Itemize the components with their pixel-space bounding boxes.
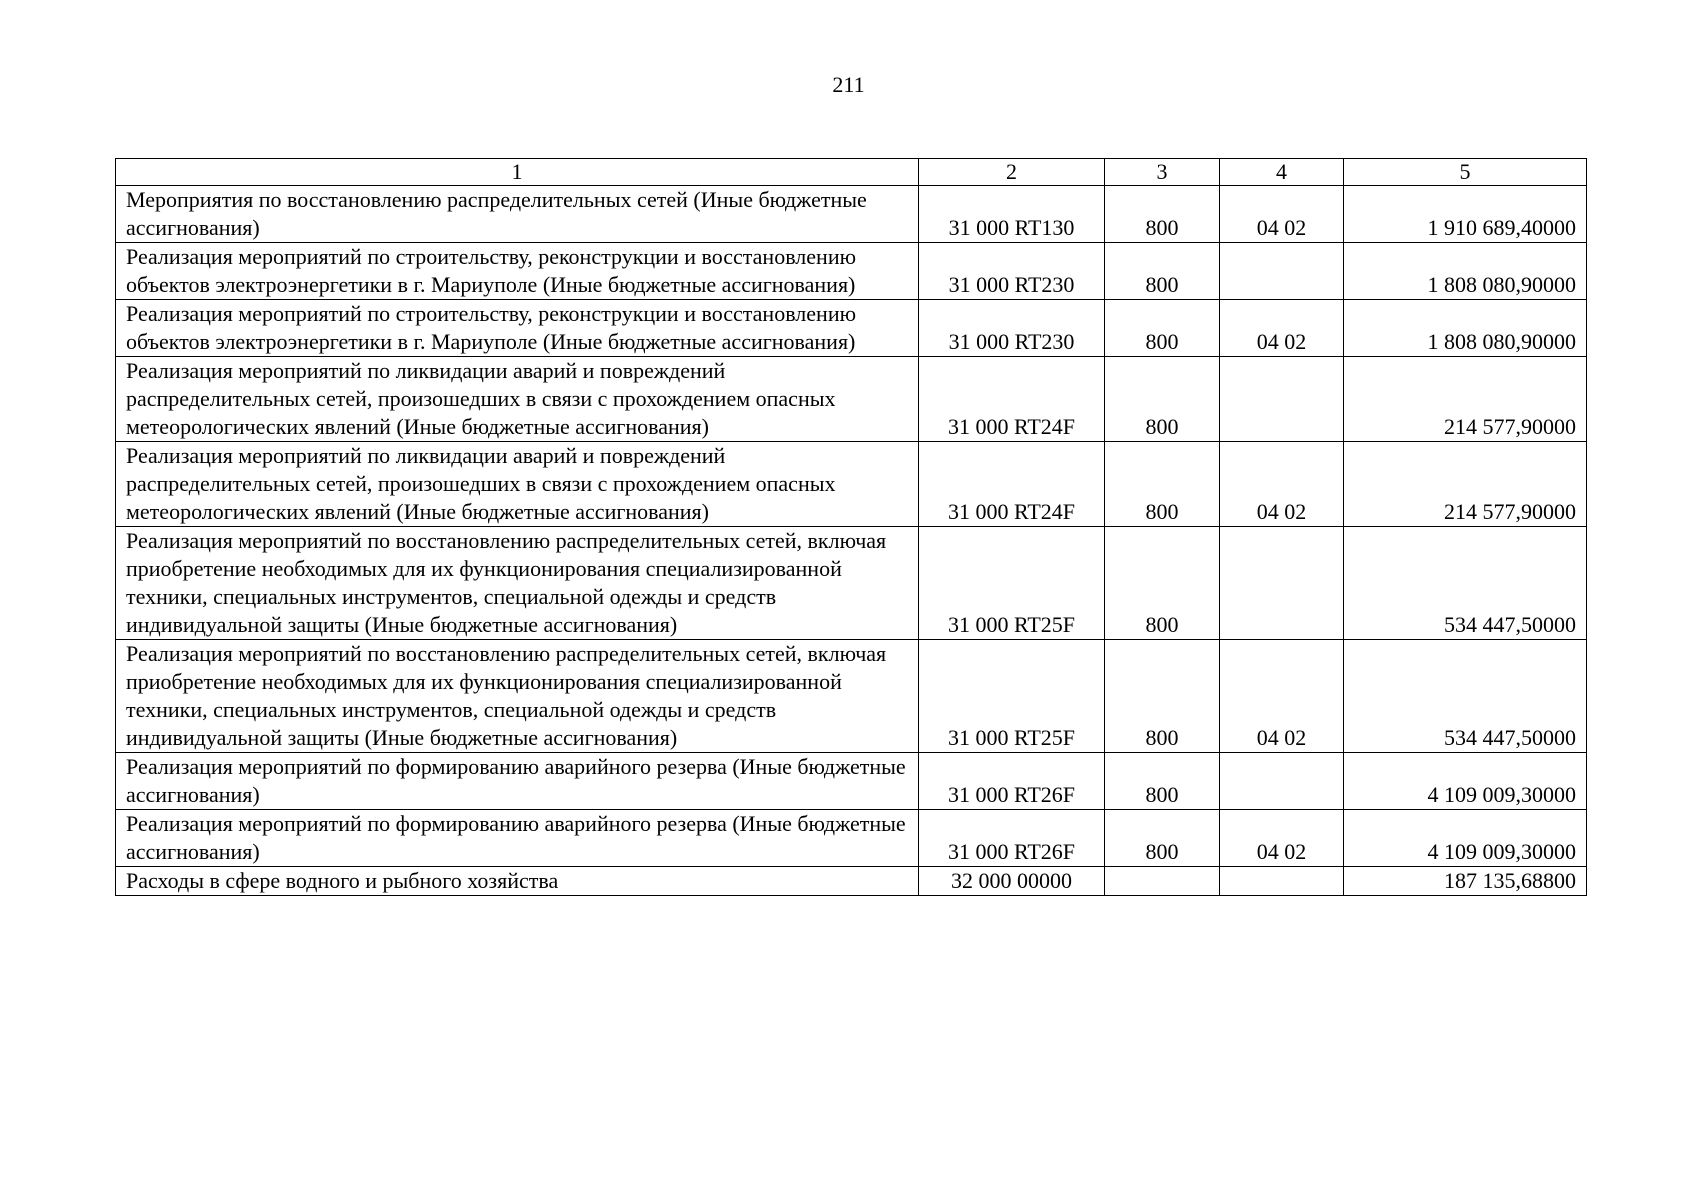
amount-cell: 4 109 009,30000 (1344, 810, 1587, 867)
table-row (116, 357, 1587, 442)
amount-cell: 214 577,90000 (1344, 357, 1587, 442)
table-row (116, 186, 1587, 243)
section-code-cell: 04 02 (1220, 640, 1344, 753)
target-code-cell: 31 000 RT26F (919, 810, 1105, 867)
section-code-cell (1220, 357, 1344, 442)
expense-type-cell: 800 (1105, 442, 1220, 527)
expense-name-cell: Реализация мероприятий по восстановлению распределительных сетей, включая приобретение необходимых для их функционирования специализированной техники, специальных инструментов, специальной одежды и средств индивидуальной защиты (Иные бюджетные ассигнования) (116, 640, 919, 753)
table-row (116, 442, 1587, 527)
expense-type-cell: 800 (1105, 357, 1220, 442)
amount-cell: 187 135,68800 (1344, 867, 1587, 896)
expense-name-cell: Реализация мероприятий по формированию аварийного резерва (Иные бюджетные ассигнования) (116, 753, 919, 810)
expense-type-cell (1105, 867, 1220, 896)
expense-type-cell: 800 (1105, 243, 1220, 300)
table-row (116, 753, 1587, 810)
amount-cell: 214 577,90000 (1344, 442, 1587, 527)
table-row (116, 300, 1587, 357)
section-code-cell (1220, 527, 1344, 640)
amount-cell: 1 910 689,40000 (1344, 186, 1587, 243)
target-code-cell: 31 000 RT26F (919, 753, 1105, 810)
amount-cell: 1 808 080,90000 (1344, 243, 1587, 300)
header-cell-5: 5 (1344, 159, 1587, 186)
expense-type-cell: 800 (1105, 527, 1220, 640)
amount-cell: 534 447,50000 (1344, 527, 1587, 640)
table-row (116, 243, 1587, 300)
header-cell-3: 3 (1105, 159, 1220, 186)
section-code-cell (1220, 867, 1344, 896)
expense-type-cell: 800 (1105, 300, 1220, 357)
section-code-cell: 04 02 (1220, 300, 1344, 357)
target-code-cell: 32 000 00000 (919, 867, 1105, 896)
expense-type-cell: 800 (1105, 753, 1220, 810)
table-row (116, 640, 1587, 753)
budget-table (115, 158, 1587, 896)
target-code-cell: 31 000 RT24F (919, 357, 1105, 442)
table-body (116, 159, 1587, 896)
expense-type-cell: 800 (1105, 810, 1220, 867)
section-code-cell (1220, 243, 1344, 300)
header-cell-4: 4 (1220, 159, 1344, 186)
target-code-cell: 31 000 RT24F (919, 442, 1105, 527)
target-code-cell: 31 000 RT25F (919, 527, 1105, 640)
expense-type-cell: 800 (1105, 640, 1220, 753)
target-code-cell: 31 000 RT230 (919, 243, 1105, 300)
amount-cell: 4 109 009,30000 (1344, 753, 1587, 810)
section-code-cell: 04 02 (1220, 186, 1344, 243)
section-code-cell: 04 02 (1220, 442, 1344, 527)
section-code-cell (1220, 753, 1344, 810)
amount-cell: 534 447,50000 (1344, 640, 1587, 753)
expense-name-cell: Реализация мероприятий по ликвидации аварий и повреждений распределительных сетей, произошедших в связи с прохождением опасных метеорологических явлений (Иные бюджетные ассигнования) (116, 357, 919, 442)
expense-name-cell: Мероприятия по восстановлению распределительных сетей (Иные бюджетные ассигнования) (116, 186, 919, 243)
header-cell-2: 2 (919, 159, 1105, 186)
section-code-cell: 04 02 (1220, 810, 1344, 867)
target-code-cell: 31 000 RT230 (919, 300, 1105, 357)
expense-name-cell: Реализация мероприятий по ликвидации аварий и повреждений распределительных сетей, произошедших в связи с прохождением опасных метеорологических явлений (Иные бюджетные ассигнования) (116, 442, 919, 527)
expense-name-cell: Расходы в сфере водного и рыбного хозяйства (116, 867, 919, 896)
target-code-cell: 31 000 RT25F (919, 640, 1105, 753)
table-row (116, 810, 1587, 867)
expense-name-cell: Реализация мероприятий по строительству, реконструкции и восстановлению объектов электроэнергетики в г. Мариуполе (Иные бюджетные ассигнования) (116, 243, 919, 300)
amount-cell: 1 808 080,90000 (1344, 300, 1587, 357)
page-number: 211 (832, 72, 865, 97)
expense-name-cell: Реализация мероприятий по формированию аварийного резерва (Иные бюджетные ассигнования) (116, 810, 919, 867)
header-cell-1: 1 (116, 159, 919, 186)
target-code-cell: 31 000 RT130 (919, 186, 1105, 243)
table-row (116, 527, 1587, 640)
header-row (116, 159, 1587, 186)
expense-name-cell: Реализация мероприятий по строительству, реконструкции и восстановлению объектов электроэнергетики в г. Мариуполе (Иные бюджетные ассигнования) (116, 300, 919, 357)
table-row (116, 867, 1587, 896)
expense-name-cell: Реализация мероприятий по восстановлению распределительных сетей, включая приобретение необходимых для их функционирования специализированной техники, специальных инструментов, специальной одежды и средств индивидуальной защиты (Иные бюджетные ассигнования) (116, 527, 919, 640)
expense-type-cell: 800 (1105, 186, 1220, 243)
